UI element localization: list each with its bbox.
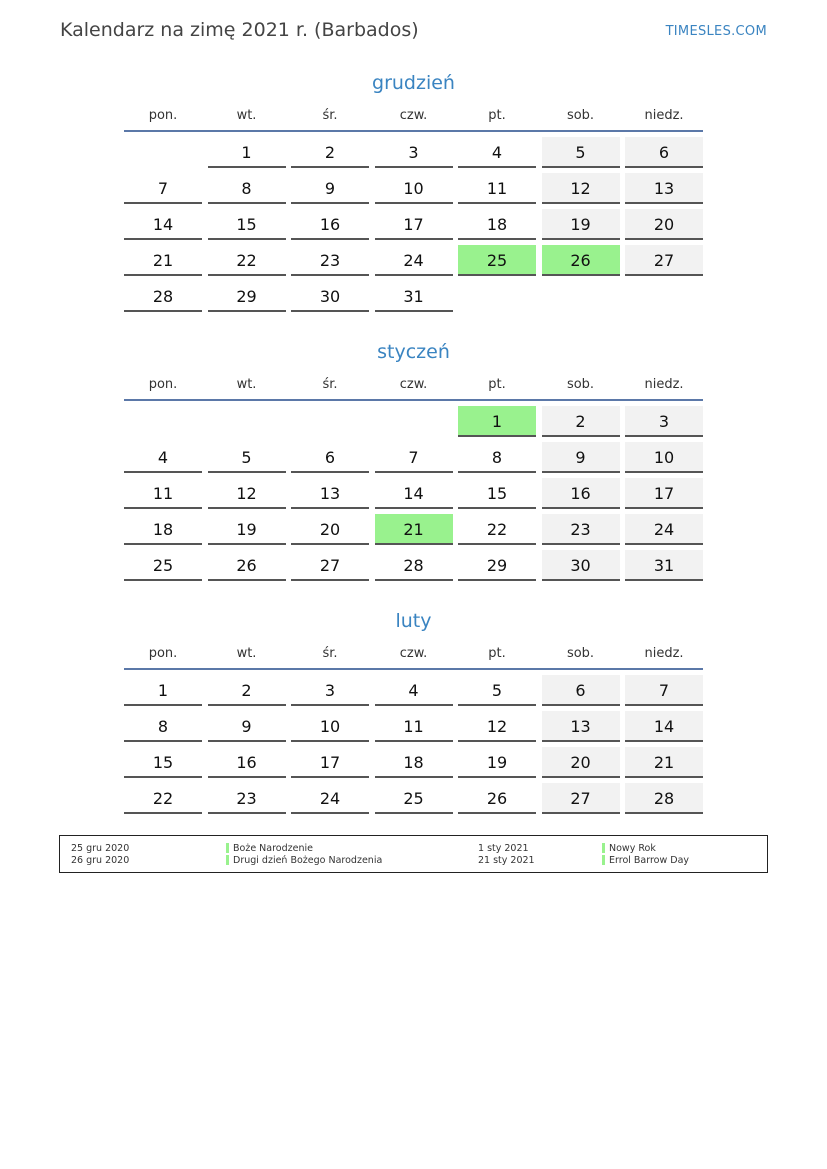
- day-cell: 5: [458, 675, 536, 706]
- day-cell: 21: [625, 747, 703, 778]
- day-cell: 20: [291, 514, 369, 545]
- day-cell: 30: [291, 281, 369, 312]
- weekday-label: czw.: [399, 377, 428, 392]
- day-cell: 3: [625, 406, 703, 437]
- day-cell: 18: [375, 747, 453, 778]
- day-cell: 13: [291, 478, 369, 509]
- day-cell: 25: [124, 550, 202, 581]
- day-cell: 14: [124, 209, 202, 240]
- day-cell: 13: [542, 711, 620, 742]
- day-cell: 14: [625, 711, 703, 742]
- empty-cell: [458, 281, 536, 310]
- day-cell: 3: [291, 675, 369, 706]
- day-cell: 8: [458, 442, 536, 473]
- day-cell: 12: [208, 478, 286, 509]
- day-cell: 21: [124, 245, 202, 276]
- day-cell: 30: [542, 550, 620, 581]
- day-cell: 20: [542, 747, 620, 778]
- day-cell: 10: [291, 711, 369, 742]
- day-cell: 22: [124, 783, 202, 814]
- weekday-label: śr.: [322, 377, 338, 392]
- holiday-color-marker: [226, 843, 229, 853]
- day-cell: 6: [542, 675, 620, 706]
- empty-cell: [291, 406, 369, 435]
- day-cell: 16: [291, 209, 369, 240]
- empty-cell: [124, 137, 202, 166]
- day-cell: 11: [458, 173, 536, 204]
- day-cell: 9: [542, 442, 620, 473]
- holiday-day-cell: 1: [458, 406, 536, 437]
- day-cell: 20: [625, 209, 703, 240]
- day-grid: [124, 675, 703, 814]
- day-cell: 25: [375, 783, 453, 814]
- day-cell: 22: [458, 514, 536, 545]
- day-cell: 4: [458, 137, 536, 168]
- empty-cell: [375, 406, 453, 435]
- day-cell: 27: [542, 783, 620, 814]
- holiday-date: 1 sty 2021: [478, 843, 529, 854]
- day-cell: 2: [208, 675, 286, 706]
- day-cell: 9: [208, 711, 286, 742]
- day-cell: 27: [291, 550, 369, 581]
- weekday-label: pt.: [488, 646, 506, 661]
- day-cell: 18: [458, 209, 536, 240]
- weekday-label: czw.: [399, 108, 428, 123]
- day-cell: 31: [375, 281, 453, 312]
- day-cell: 12: [542, 173, 620, 204]
- day-cell: 17: [291, 747, 369, 778]
- day-cell: 19: [208, 514, 286, 545]
- day-cell: 16: [208, 747, 286, 778]
- day-cell: 6: [291, 442, 369, 473]
- month-february: [124, 608, 703, 814]
- weekday-label: pon.: [148, 377, 178, 392]
- empty-cell: [208, 406, 286, 435]
- holiday-color-marker: [602, 843, 605, 853]
- day-cell: 12: [458, 711, 536, 742]
- day-cell: 26: [458, 783, 536, 814]
- day-cell: 8: [208, 173, 286, 204]
- holiday-date: 21 sty 2021: [478, 855, 535, 866]
- month-december: [124, 70, 703, 312]
- weekday-label: śr.: [322, 108, 338, 123]
- day-cell: 8: [124, 711, 202, 742]
- weekday-label: sob.: [566, 108, 595, 123]
- weekday-label: wt.: [236, 108, 257, 123]
- weekday-header: [124, 108, 703, 132]
- month-title: styczeń: [377, 341, 450, 363]
- day-cell: 7: [124, 173, 202, 204]
- day-cell: 26: [208, 550, 286, 581]
- day-cell: 5: [542, 137, 620, 168]
- day-cell: 31: [625, 550, 703, 581]
- empty-cell: [124, 406, 202, 435]
- weekday-label: wt.: [236, 646, 257, 661]
- day-cell: 2: [542, 406, 620, 437]
- day-cell: 2: [291, 137, 369, 168]
- day-cell: 14: [375, 478, 453, 509]
- holiday-day-cell: 26: [542, 245, 620, 276]
- weekday-label: pt.: [488, 377, 506, 392]
- day-cell: 11: [375, 711, 453, 742]
- day-cell: 6: [625, 137, 703, 168]
- holiday-color-marker: [226, 855, 229, 865]
- weekday-header: [124, 646, 703, 670]
- holiday-name: Errol Barrow Day: [609, 855, 690, 866]
- day-cell: 4: [124, 442, 202, 473]
- weekday-header: [124, 377, 703, 401]
- weekday-label: niedz.: [644, 646, 684, 661]
- day-cell: 10: [375, 173, 453, 204]
- holiday-name: Drugi dzień Bożego Narodzenia: [233, 855, 383, 866]
- day-cell: 23: [208, 783, 286, 814]
- day-cell: 1: [208, 137, 286, 168]
- day-cell: 7: [375, 442, 453, 473]
- weekday-label: pon.: [148, 646, 178, 661]
- day-cell: 22: [208, 245, 286, 276]
- day-cell: 9: [291, 173, 369, 204]
- empty-cell: [625, 281, 703, 310]
- day-cell: 3: [375, 137, 453, 168]
- weekday-label: niedz.: [644, 108, 684, 123]
- day-cell: 16: [542, 478, 620, 509]
- holiday-day-cell: 21: [375, 514, 453, 545]
- holiday-date: 26 gru 2020: [71, 855, 130, 866]
- weekday-label: pt.: [488, 108, 506, 123]
- page-title: Kalendarz na zimę 2021 r. (Barbados): [60, 19, 419, 41]
- day-cell: 10: [625, 442, 703, 473]
- day-cell: 7: [625, 675, 703, 706]
- weekday-label: wt.: [236, 377, 257, 392]
- day-cell: 23: [542, 514, 620, 545]
- day-cell: 13: [625, 173, 703, 204]
- day-grid: [124, 137, 703, 312]
- holiday-color-marker: [602, 855, 605, 865]
- month-title: luty: [395, 610, 432, 632]
- holiday-name: Boże Narodzenie: [233, 843, 313, 854]
- weekday-label: śr.: [322, 646, 338, 661]
- day-cell: 17: [375, 209, 453, 240]
- day-cell: 24: [625, 514, 703, 545]
- day-cell: 19: [458, 747, 536, 778]
- holiday-legend: [59, 835, 768, 873]
- empty-cell: [542, 281, 620, 310]
- weekday-label: czw.: [399, 646, 428, 661]
- day-cell: 29: [208, 281, 286, 312]
- day-cell: 19: [542, 209, 620, 240]
- day-cell: 15: [458, 478, 536, 509]
- day-cell: 15: [124, 747, 202, 778]
- day-cell: 24: [291, 783, 369, 814]
- site-link[interactable]: TIMESLES.COM: [665, 24, 767, 39]
- day-cell: 11: [124, 478, 202, 509]
- day-cell: 15: [208, 209, 286, 240]
- month-title: grudzień: [372, 72, 455, 94]
- weekday-label: pon.: [148, 108, 178, 123]
- day-cell: 23: [291, 245, 369, 276]
- weekday-label: sob.: [566, 646, 595, 661]
- holiday-date: 25 gru 2020: [71, 843, 130, 854]
- day-cell: 28: [375, 550, 453, 581]
- holiday-name: Nowy Rok: [609, 843, 656, 854]
- weekday-label: sob.: [566, 377, 595, 392]
- day-cell: 24: [375, 245, 453, 276]
- day-cell: 27: [625, 245, 703, 276]
- day-cell: 28: [625, 783, 703, 814]
- day-grid: [124, 406, 703, 581]
- day-cell: 29: [458, 550, 536, 581]
- day-cell: 5: [208, 442, 286, 473]
- month-january: [124, 339, 703, 581]
- day-cell: 28: [124, 281, 202, 312]
- day-cell: 17: [625, 478, 703, 509]
- day-cell: 18: [124, 514, 202, 545]
- holiday-day-cell: 25: [458, 245, 536, 276]
- day-cell: 4: [375, 675, 453, 706]
- day-cell: 1: [124, 675, 202, 706]
- weekday-label: niedz.: [644, 377, 684, 392]
